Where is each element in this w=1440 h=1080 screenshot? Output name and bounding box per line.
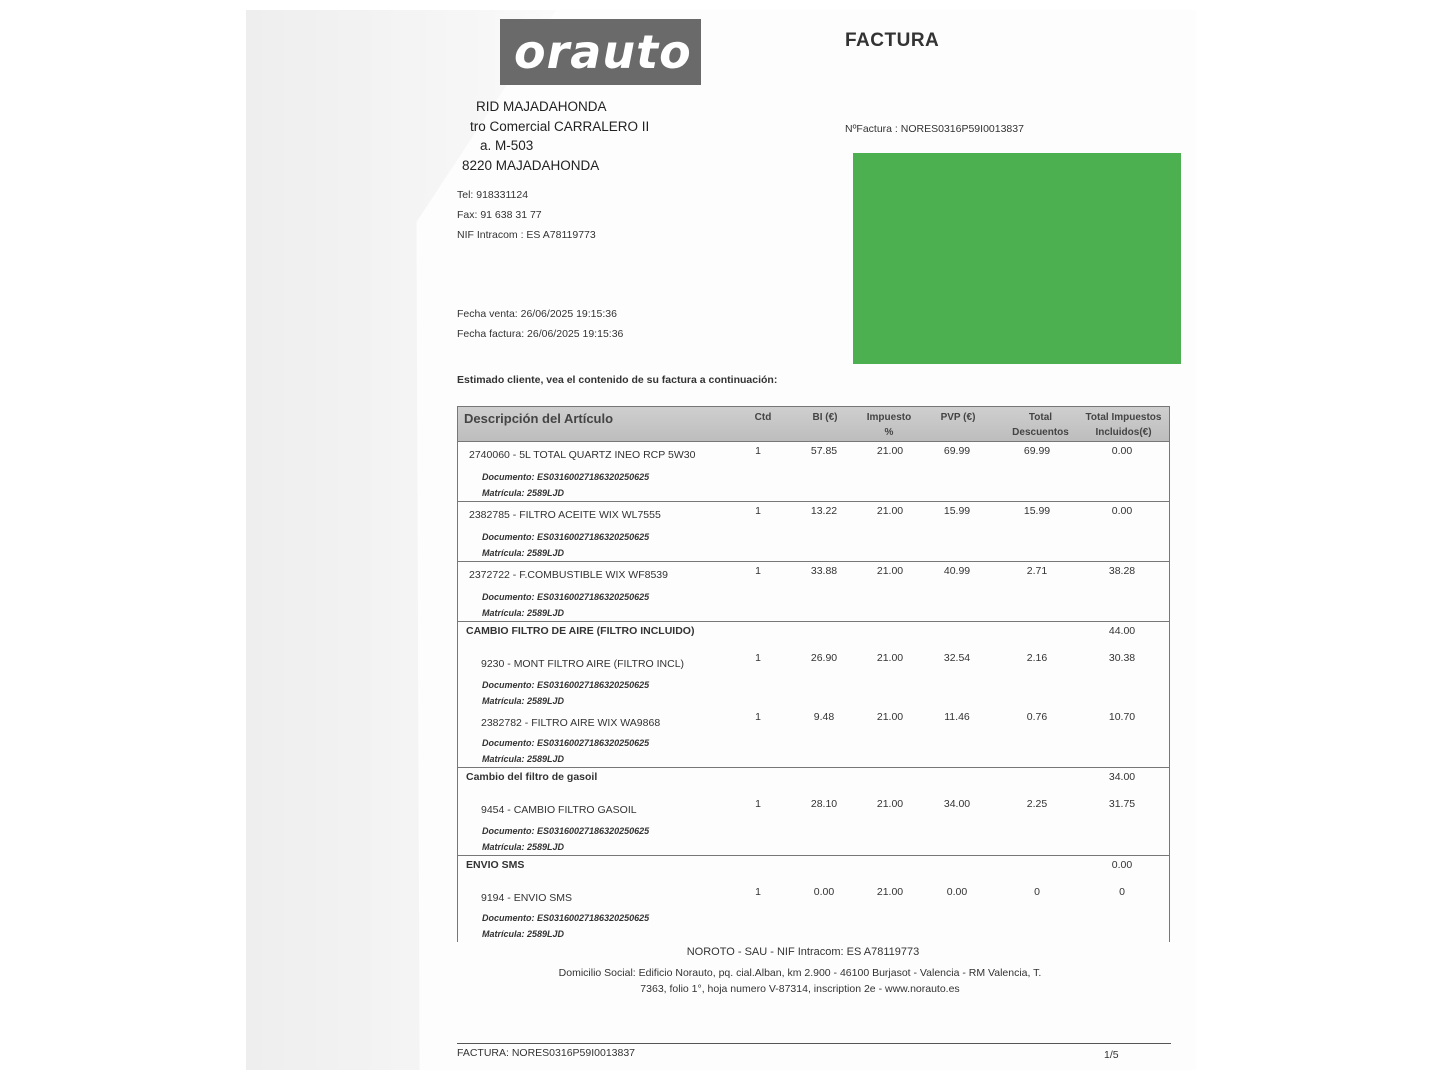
item-plate: Matrícula: 2589LJD (482, 548, 565, 558)
footer-address (530, 965, 1070, 997)
footer-company: NOROTO - SAU - NIF Intracom: ES A78119773 (686, 946, 920, 958)
item-plate: Matrícula: 2589LJD (482, 929, 565, 939)
page-number: 1/5 (1104, 1049, 1119, 1061)
item-total: 10.70 (1108, 711, 1136, 723)
item-document: Documento: ES03160027186320250625 (482, 592, 650, 602)
item-discount: 15.99 (1023, 505, 1051, 517)
item-qty: 1 (755, 711, 761, 723)
item-plate: Matrícula: 2589LJD (482, 842, 565, 852)
redaction-box (853, 153, 1181, 364)
document-title: FACTURA (845, 30, 940, 51)
item-pvp: 11.46 (944, 711, 970, 723)
store-contact (457, 185, 596, 245)
row-divider (458, 561, 1169, 562)
item-qty: 1 (755, 445, 761, 457)
store-tel: Tel: 918331124 (457, 189, 529, 201)
item-bi: 33.88 (810, 565, 838, 577)
item-pvp: 0.00 (946, 886, 968, 898)
row-divider (458, 501, 1169, 502)
item-qty: 1 (755, 565, 761, 577)
footer-invoice-ref: FACTURA: NORES0316P59I0013837 (457, 1047, 636, 1059)
header-pvp: PVP (€) (940, 412, 976, 423)
invoice-date: Fecha factura: 26/06/2025 19:15:36 (457, 327, 624, 340)
table-header (458, 407, 1169, 442)
item-pvp: 34.00 (943, 798, 971, 810)
item-bi: 57.85 (810, 445, 838, 457)
item-plate: Matrícula: 2589LJD (482, 754, 565, 764)
group-total: 34.00 (1108, 771, 1136, 783)
store-line: 8220 MAJADAHONDA (462, 157, 600, 173)
item-document: Documento: ES03160027186320250625 (482, 472, 650, 482)
item-tax: 21.00 (876, 445, 904, 457)
item-plate: Matrícula: 2589LJD (482, 488, 565, 498)
item-bi: 0.00 (813, 886, 835, 898)
item-description: 9230 - MONT FILTRO AIRE (FILTRO INCL) (481, 658, 685, 670)
group-title: ENVIO SMS (466, 859, 525, 871)
item-document: Documento: ES03160027186320250625 (482, 826, 650, 836)
footer-divider (457, 1043, 1171, 1044)
group-title: CAMBIO FILTRO DE AIRE (FILTRO INCLUIDO) (466, 625, 695, 637)
item-qty: 1 (755, 798, 761, 810)
header-discounts: Total Descuentos (1012, 412, 1069, 438)
item-discount: 2.25 (1026, 798, 1048, 810)
item-discount: 69.99 (1023, 445, 1051, 457)
row-divider (458, 621, 1169, 622)
item-document: Documento: ES03160027186320250625 (482, 913, 650, 923)
item-document: Documento: ES03160027186320250625 (482, 532, 650, 542)
item-discount: 2.71 (1026, 565, 1048, 577)
item-bi: 26.90 (810, 652, 838, 664)
item-document: Documento: ES03160027186320250625 (482, 738, 650, 748)
store-line: RID MAJADAHONDA (476, 99, 607, 114)
intro-text: Estimado cliente, vea el contenido de su factura a continuación: (457, 374, 778, 386)
item-qty: 1 (755, 886, 761, 898)
header-description: Descripción del Artículo (464, 411, 614, 426)
group-total: 44.00 (1108, 625, 1136, 637)
header-total: Total Impuestos Incluidos(€) (1085, 412, 1162, 438)
item-document: Documento: ES03160027186320250625 (482, 680, 650, 690)
item-pvp: 15.99 (943, 505, 971, 517)
group-total: 0.00 (1111, 859, 1133, 871)
footer-address-line: Domicilio Social: Edificio Norauto, pq. cial.Alban, km 2.900 - 46100 Burjasot - Valencia - RM Valencia, T. (558, 967, 1042, 979)
item-pvp: 40.99 (943, 565, 971, 577)
item-total: 0.00 (1111, 445, 1133, 457)
item-discount: 0 (1034, 886, 1040, 898)
item-total: 0.00 (1111, 505, 1133, 517)
store-fax: Fax: 91 638 31 77 (457, 209, 542, 221)
store-address (456, 97, 649, 175)
store-nif: NIF Intracom : ES A78119773 (457, 229, 596, 241)
item-tax: 21.00 (876, 886, 904, 898)
item-plate: Matrícula: 2589LJD (482, 696, 565, 706)
header-tax: Impuesto % (866, 412, 912, 438)
item-description: 2740060 - 5L TOTAL QUARTZ INEO RCP 5W30 (469, 449, 696, 461)
header-bi: BI (€) (812, 412, 838, 423)
footer-address-line: 7363, folio 1°, hoja numero V-87314, inscription 2e - www.norauto.es (640, 983, 960, 995)
invoice-table (457, 406, 1170, 942)
item-description: 2372722 - F.COMBUSTIBLE WIX WF8539 (469, 569, 668, 581)
item-total: 30.38 (1108, 652, 1136, 664)
invoice-dates (457, 305, 623, 344)
item-qty: 1 (755, 505, 761, 517)
item-total: 0 (1119, 886, 1125, 898)
item-tax: 21.00 (876, 652, 904, 664)
item-total: 38.28 (1108, 565, 1136, 577)
item-total: 31.75 (1108, 798, 1136, 810)
row-divider (458, 855, 1169, 856)
item-tax: 21.00 (876, 505, 904, 517)
store-line: tro Comercial CARRALERO II (470, 118, 650, 134)
item-tax: 21.00 (876, 565, 904, 577)
item-description: 2382785 - FILTRO ACEITE WIX WL7555 (469, 509, 661, 521)
item-description: 2382782 - FILTRO AIRE WIX WA9868 (481, 717, 661, 729)
item-discount: 2.16 (1026, 652, 1048, 664)
item-tax: 21.00 (876, 711, 904, 723)
item-bi: 9.48 (813, 711, 835, 723)
item-discount: 0.76 (1026, 711, 1048, 723)
item-bi: 28.10 (810, 798, 838, 810)
item-description: 9194 - ENVIO SMS (481, 892, 573, 904)
item-plate: Matrícula: 2589LJD (482, 608, 565, 618)
item-bi: 13.22 (810, 505, 838, 517)
norauto-logo: orauto (500, 19, 701, 85)
item-tax: 21.00 (876, 798, 904, 810)
row-divider (458, 767, 1169, 768)
item-description: 9454 - CAMBIO FILTRO GASOIL (481, 804, 637, 816)
header-qty: Ctd (754, 412, 772, 423)
item-pvp: 69.99 (943, 445, 971, 457)
item-pvp: 32.54 (943, 652, 971, 664)
store-line: a. M-503 (480, 138, 534, 153)
item-qty: 1 (755, 652, 761, 664)
sale-date: Fecha venta: 26/06/2025 19:15:36 (457, 308, 617, 320)
invoice-number: NºFactura : NORES0316P59I0013837 (845, 123, 1024, 135)
group-title: Cambio del filtro de gasoil (466, 771, 598, 783)
